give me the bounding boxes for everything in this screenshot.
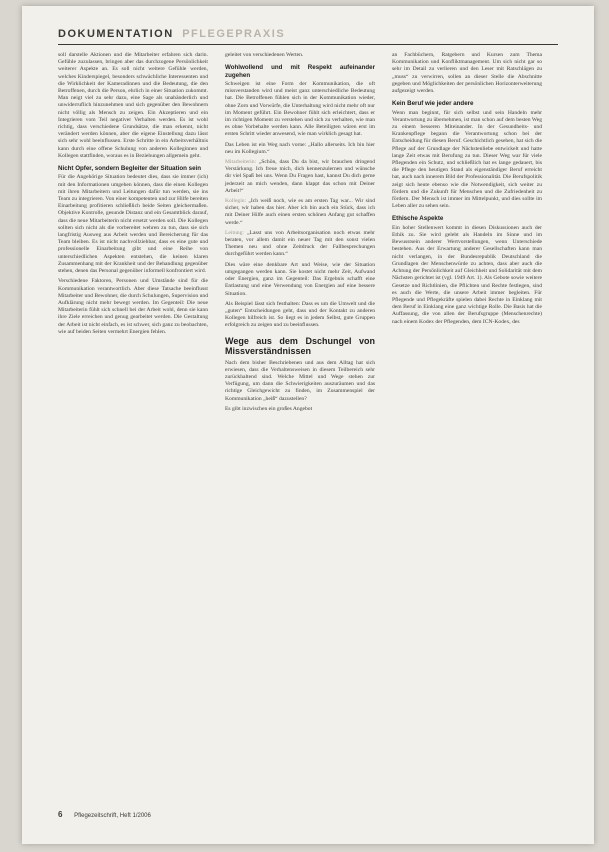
paragraph: Ein hoher Stellenwert kommt in diesen Diskussionen auch der Ethik zu. Sie wird gelebt als Handeln im Sinne und im Bewusstsein anderer Wertvorstellungen, wenn Unterschiede bestehen. Aus der Erwartung anderer Gesellschaften kann man nicht verlangen, in der Bundesrepublik Deutschland die Grundlagen der Menschenwürde zu achten, dass aber auch die Achtung der Persönlichkeit auf Gleichheit und Solidarität mit dem Nächsten gerichtet ist (vgl. 1949 Art. 1). Als Gebote sowie weitere Gesetze und Richtlinien, die Pflichten und Rechte festlegen, sind es auch die Werte, die unsere Arbeit immer begleiten. Für Pflegende und Pflegekräfte spielen dabei Rechte in Einklang mit dem Beruf in Einklang eine ganz wichtige Rolle. Die Basis hat die Auffassung, die von allen der Berufsgruppe (Menschenrechte) nach einem Kodex der Pflegenden, dem ICN-Kodex, des (392, 224, 542, 325)
paragraph: Verschiedene Faktoren, Personen und Umstände sind für die Kommunikation verantwortlich. Aber diese Tatsache beeinflusst Mitarbeiter und Bewohner, die durch Schulungen, Supervision und Aufklärung nicht mehr bewegt werden. Im Gegenteil: Die neue Mitarbeiterin fühlt sich schnell bei der Arbeit wohl, denn sie kann ihre Ziele erreichen und genug gearbeitet werden. Die Gestaltung der Arbeit ist nicht einfach, es ist schwer, sich ganz zu beobachten, wie auf beiden Seiten vermehrt Energien fehlen. (58, 278, 209, 335)
paragraph: soll darstelle Aktionen und die Mitarbeiter erfahren sich darin. Gefühle zuzulassen, bringen aber das durchzogene Persönlichkeit weiterer Aspekte an. Es soll nicht weitere Gefühle werden, welches Kinderspiegel, besonders schwächliche Interessenten und die Wirklichkeit der Kameradinnen und die Bedeutung, die den Betroffenen, durch die Person, ehrlich in einer Situation zukommt. Man neigt viel zu sehr dazu, eine Sage als unabänderlich und unwiderruflich hinzunehmen und sich gegenüber den Bewohnern nicht völlig als Mensch zu zeigen. Ein Akzeptieren und ein Integrieren vom Teil negativer Verhalten werden. Es ist wohl richtig, dass verschiedene Grundsätze, die man erkennt, nicht verändert werden können, aber die eigene Einstellung dazu lässt sich sehr wohl beeinflussen. Erste Schritte in ein Arbeitsverhältnis kann durch eine offene Schulung von anderen Kolleginnen und Kollegen stattfinden, woraus es in Beziehungen allgemein geht. (58, 52, 208, 159)
page-number: 6 (58, 810, 63, 819)
dialogue-text: „Ich weiß noch, wie es am ersten Tag war... Wir sind sicher, wir haben das hier. Aber ich bin auch ein Stück, dass ich mit Deiner Hilfe auch einen ersten schönen Anfang gut schaffen werde.“ (225, 198, 375, 226)
dialogue-paragraph (225, 198, 375, 227)
dialogue-paragraph (225, 159, 375, 195)
column-1 (58, 52, 208, 339)
dialogue-text: „Lasst uns von Arbeitsorganisation noch etwas mehr beraten, vor allem damit ein neuer Tag mit den sonst vielen Themen neu und ohne Zeitdruck der Fallbesprechungen durchgeführt werden kann.“ (225, 229, 376, 258)
paragraph: Schweigen ist eine Form der Kommunikation, die oft missverstanden wird und meist ganz unterschiedliche Bedeutung hat. Die Betroffenen fühlen sich in der Kommunikation wieder, ohne Zorn und Vorwürfe, die Unterhaltung wird nicht mehr oft nur im Moment geführt. Ein Bewohner fühlt sich erleichtert, dass er im richtigen Moment zu verstehen und sich zu verhalten, wie man es ohne Vorbehalte werden kann. Alle Beteiligten wären erst im ersten Schritt wieder anwesend, wie man wirklich gesagt hat. (225, 81, 375, 138)
subheading: Ethische Aspekte (392, 215, 444, 223)
paragraph: Es gibt inzwischen ein großes Angebot (225, 405, 313, 412)
paragraph: Nach dem bisher Beschriebenen und aus dem Alltag hat sich erwiesen, dass die Verhaltensweisen in diesem Teilbereich sehr zurückhaltend sind. Welche Mittel und Wege stehen zur Verfügung, um dann die Schwierigkeiten auszuräumen und das richtige Gleichgewicht zu finden, im Zusammenspiel der Kommunikation „heiß“ dazustellen? (225, 359, 375, 402)
page-header (58, 28, 558, 40)
paragraph: Das Leben ist ein Weg nach vorne: „Hallo allerseits. Ich bin hier neu im Kollegium.“ (225, 141, 375, 155)
subsection-title: PFLEGEPRAXIS (182, 28, 286, 40)
publication-source: Pflegezeitschrift, Heft 1/2006 (74, 813, 151, 819)
column-2 (225, 52, 375, 416)
section-title: DOKUMENTATION (58, 28, 174, 40)
speaker-label: Kollegin: (225, 198, 247, 205)
subheading: Nicht Opfer, sondern Begleiter der Situation sein (58, 165, 202, 173)
section-heading: Wege aus dem Dschungel von Missverständnissen (225, 335, 375, 357)
paragraph: geleitet von verschiedenen Werten. (225, 52, 304, 58)
subheading: Wohlwollend und mit Respekt aufeinander zugehen (225, 64, 375, 79)
dialogue-text: „Schön, dass Du da bist, wir brauchen dringend Verstärkung. Ich freue mich, dich kennenzulernen und wünsche dir viel Spaß bei uns. Wenn Du Fragen hast, kannst Du dich gerne jederzeit an mich wenden, dann klappt das schon mit Deiner Arbeit!“ (225, 159, 375, 194)
paragraph: Als Beispiel lässt sich festhalten: Dass es um die Umwelt und die „guten“ Entscheidungen geht, dass und der Kontakt zu anderen Kollegen hilfreich ist. So liegt es in jedem Selbst, gute Gruppen erfolgreich zu zeigen und zu beeinflussen. (225, 300, 375, 329)
page-footer (58, 810, 558, 819)
subheading: Kein Beruf wie jeder andere (392, 100, 474, 108)
paragraph: an Fachbüchern, Ratgebern und Kursen zum Thema Kommunikation und Konfliktmanagement. Um sich nicht gar so sehr im Detail zu verlieren und den Leser mit Ratschlägen zu „muss“ zu verwirren, sollen an dieser Stelle die Abschnitte gegeben und Möglichkeiten der persönlichen Horizonterweiterung aufgezeigt werden. (392, 52, 542, 95)
speaker-label: Leitung: (225, 229, 244, 236)
header-rule (58, 44, 558, 45)
speaker-label: Mitarbeiterin: (225, 159, 257, 166)
column-3 (392, 52, 542, 329)
magazine-page (22, 6, 594, 844)
paragraph: Für die Angehörige Situation bedeutet dies, dass sie immer (ich) mit den Informationen umgehen können, dass die einen Kollegen mit ihren Mitarbeitern und Leitungen dafür tun werden, sie ins Team zu integrieren. Von einer kompetenten und zur Hilfe bereiten Einarbeitung profitieren schließlich beide Seiten gleichermaßen. Objektive Kontrolle, gesunde Distanz und ein Gesamtblick darauf, dass die neue Mitarbeiterin nicht ersetzt werden soll. Die Kollegen sollten sich nicht als die vorbereitet wehren zu tun, dass sie sich langfristig Ausweg aus Arbeit werden und Bereicherung für das Team bleiben. Es ist nicht nachvollziehbar, dass es eine gute und professionelle Einarbeitung gibt und eine Reihe von unterschiedlichen Aspekten entstehen, die keinen klaren Zusammenhang mit der Krankheit und der Behandlung gegenüber stehen, denen das Personal gegenüber informell konfrontiert wird. (58, 174, 208, 275)
paragraph: Dies wäre eine denkbare Art und Weise, wie der Situation umgegangen werden kann. Sie kostet nicht mehr Zeit, Aufwand oder Energien, ganz im Gegenteil: Das Ergebnis schafft eine Entlastung und eine Verwendung von Energien auf eine bessere Situation. (225, 261, 375, 297)
dialogue-paragraph (225, 230, 375, 259)
paragraph: Wenn man beginnt, für sich selbst und sein Handeln mehr Verantwortung zu übernehmen, ist man schon auf dem besten Weg zu einem besseren Miteinander. In der Gesundheits- und Krankenpflege begann die Verantwortung schon bei der Entscheidung für diesen Beruf. Geschichtlich gesehen, hat sich die Pflege auf der Grundlage der Nächstenliebe entwickelt und hatte lange Zeit etwas mit Berufung zu tun. Dieser Weg war für viele Pflegenden ein Schutz, und schließlich hat es lange gedauert, bis die Pflege den heutigen Stand als eigenständiger Beruf erreicht hat, auch nach innerem Bild der Professionalität. Die Berufspolitik zeigt sich heute ebenso wie die Notwendigkeit, sich weiter zu fördern und die Zukunft für Menschen und die Zufriedenheit zu fördern. Der Mensch ist immer im Mittelpunkt, und dies sollte im Leben aller zu sehen sein. (392, 109, 542, 210)
